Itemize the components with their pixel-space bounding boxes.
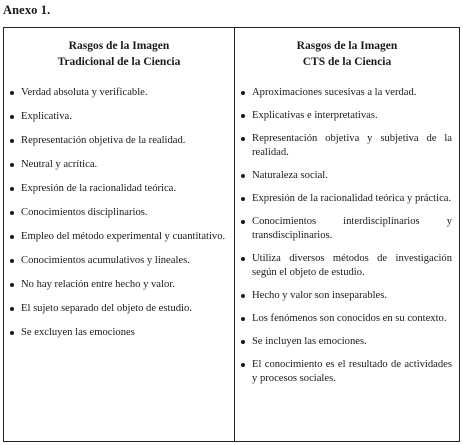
list-item — [4, 158, 234, 172]
bullet-icon — [10, 307, 14, 311]
list-item-text: Se excluyen las emociones — [21, 327, 135, 338]
list-item — [4, 86, 234, 100]
list-item — [4, 302, 234, 316]
list-item — [4, 206, 234, 220]
list-item — [4, 254, 234, 268]
list-item-text: Explicativa. — [21, 111, 72, 122]
bullet-icon — [10, 259, 14, 263]
traditional-traits-list — [4, 86, 234, 350]
bullet-icon — [241, 91, 245, 95]
list-item — [4, 134, 234, 148]
list-item-text: Representación objetiva de la realidad. — [21, 135, 186, 146]
list-item — [235, 86, 459, 100]
list-item-text: Se incluyen las emociones. — [252, 336, 367, 347]
list-item-text: El conocimiento es el resultado de actividades y procesos sociales. — [252, 359, 452, 384]
column-header-line: Rasgos de la Imagen — [68, 40, 170, 52]
list-item-text: El sujeto separado del objeto de estudio. — [21, 303, 192, 314]
list-item-text: Expresión de la racionalidad teórica y práctica. — [252, 193, 452, 204]
list-item — [235, 169, 459, 183]
bullet-icon — [10, 115, 14, 119]
list-item — [235, 252, 459, 280]
column-header-line: Rasgos de la Imagen — [296, 40, 398, 52]
list-item-text: Hecho y valor son inseparables. — [252, 290, 388, 301]
annex-title: Anexo 1. — [3, 3, 51, 17]
bullet-icon — [241, 220, 245, 224]
bullet-icon — [241, 294, 245, 298]
list-item-text: Conocimientos interdisciplinarios y transdisciplinarios. — [252, 216, 452, 241]
list-item-text: Utiliza diversos métodos de investigación según el objeto de estudio. — [252, 253, 452, 278]
list-item-text: Representación objetiva y subjetiva de la realidad. — [252, 133, 452, 158]
column-header-line: Tradicional de la Ciencia — [57, 56, 181, 68]
list-item — [235, 109, 459, 123]
bullet-icon — [10, 163, 14, 167]
list-item — [235, 335, 459, 349]
list-item-text: No hay relación entre hecho y valor. — [21, 279, 175, 290]
traditional-image-column — [4, 28, 235, 441]
list-item — [4, 278, 234, 292]
list-item-text: Naturaleza social. — [252, 170, 328, 181]
bullet-icon — [10, 235, 14, 239]
list-item — [235, 289, 459, 303]
bullet-icon — [241, 197, 245, 201]
list-item-text: Empleo del método experimental y cuantitativo. — [21, 231, 226, 242]
comparison-table — [3, 27, 460, 442]
list-item-text: Verdad absoluta y verificable. — [21, 87, 148, 98]
list-item — [235, 312, 459, 326]
bullet-icon — [241, 137, 245, 141]
cts-column-header — [235, 38, 459, 70]
cts-traits-list — [235, 86, 459, 395]
list-item — [235, 215, 459, 243]
bullet-icon — [10, 139, 14, 143]
bullet-icon — [10, 211, 14, 215]
cts-image-column — [235, 28, 459, 441]
bullet-icon — [241, 363, 245, 367]
column-header-line: CTS de la Ciencia — [302, 56, 392, 68]
list-item — [4, 182, 234, 196]
list-item-text: Aproximaciones sucesivas a la verdad. — [252, 87, 417, 98]
list-item — [4, 326, 234, 340]
bullet-icon — [10, 187, 14, 191]
list-item — [235, 132, 459, 160]
list-item-text: Conocimientos acumulativos y lineales. — [21, 255, 190, 266]
list-item-text: Neutral y acrítica. — [21, 159, 98, 170]
bullet-icon — [241, 174, 245, 178]
bullet-icon — [10, 283, 14, 287]
list-item-text: Conocimientos disciplinarios. — [21, 207, 148, 218]
bullet-icon — [241, 317, 245, 321]
list-item-text: Expresión de la racionalidad teórica. — [21, 183, 177, 194]
list-item — [4, 110, 234, 124]
list-item — [235, 192, 459, 206]
bullet-icon — [10, 331, 14, 335]
list-item-text: Los fenómenos son conocidos en su contexto. — [252, 313, 447, 324]
bullet-icon — [241, 114, 245, 118]
list-item — [4, 230, 234, 244]
list-item-text: Explicativas e interpretativas. — [252, 110, 378, 121]
traditional-column-header — [4, 38, 234, 70]
bullet-icon — [241, 257, 245, 261]
bullet-icon — [10, 91, 14, 95]
list-item — [235, 358, 459, 386]
bullet-icon — [241, 340, 245, 344]
